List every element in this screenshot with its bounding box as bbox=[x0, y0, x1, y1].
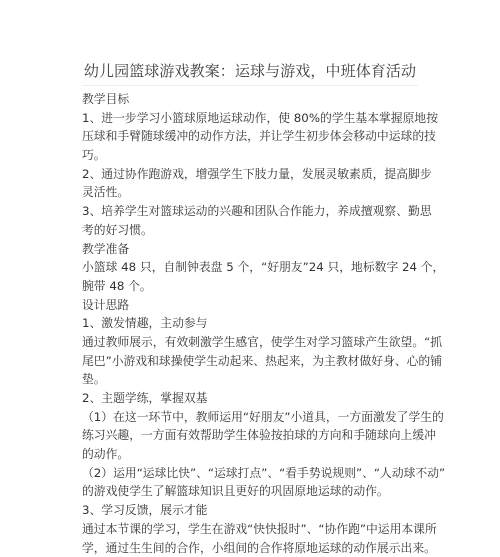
paragraph-line: 小篮球 48 只，自制钟表盘 5 个，“好朋友”24 只，地标数字 24 个， bbox=[82, 258, 427, 277]
paragraph-line: 1、进一步学习小篮球原地运球动作，使 80%的学生基本掌握原地按 bbox=[82, 109, 427, 128]
paragraph-line: 压球和手臂随球缓冲的动作方法，并让学生初步体会移动中运球的技 bbox=[82, 127, 427, 146]
paragraph-line: 的游戏使学生了解篮球知识且更好的巩固原地运球的动作。 bbox=[82, 482, 427, 501]
paragraph-line: 3、学习反馈，展示才能 bbox=[82, 501, 427, 520]
paragraph-line: 学，通过生生间的合作，小组间的合作将原地运球的动作展示出来。 bbox=[82, 539, 427, 557]
paragraph-line: 通过教师展示，有效刺激学生感官，使学生对学习篮球产生欲望。“抓 bbox=[82, 333, 427, 352]
paragraph-line: （1）在这一环节中，教师运用“好朋友”小道具，一方面激发了学生的 bbox=[82, 408, 427, 427]
paragraph-line: 腕带 48 个。 bbox=[82, 277, 427, 296]
paragraph-line: 3、培养学生对篮球运动的兴趣和团队合作能力，养成擅观察、勤思 bbox=[82, 202, 427, 221]
paragraph-line: 考的好习惯。 bbox=[82, 221, 427, 240]
paragraph-line: 的动作。 bbox=[82, 445, 427, 464]
paragraph-line: 通过本节课的学习，学生在游戏“快快报时”、“协作跑”中运用本课所 bbox=[82, 520, 427, 539]
section-heading-design-ideas: 设计思路 bbox=[82, 296, 427, 315]
section-heading-teaching-goals: 教学目标 bbox=[82, 90, 427, 109]
paragraph-line: 1、激发情趣，主动参与 bbox=[82, 314, 427, 333]
document-body bbox=[82, 90, 427, 557]
paragraph-line: 巧。 bbox=[82, 146, 427, 165]
paragraph-line: 练习兴趣，一方面有效帮助学生体验按拍球的方向和手随球向上缓冲 bbox=[82, 426, 427, 445]
paragraph-line: 2、通过协作跑游戏，增强学生下肢力量，发展灵敏素质，提高脚步 bbox=[82, 165, 427, 184]
paragraph-line: 尾巴”小游戏和球操使学生动起来、热起来，为主教材做好身、心的铺 bbox=[82, 352, 427, 371]
paragraph-line: 2、主题学练，掌握双基 bbox=[82, 389, 427, 408]
paragraph-line: 垫。 bbox=[82, 370, 427, 389]
title-divider bbox=[82, 85, 418, 86]
document-title: 幼儿园篮球游戏教案：运球与游戏，中班体育活动 bbox=[0, 58, 500, 84]
paragraph-line: （2）运用“运球比快”、“运球打点”、“看手势说规则”、“人动球不动” bbox=[82, 464, 427, 483]
section-heading-teaching-preparation: 教学准备 bbox=[82, 240, 427, 259]
paragraph-line: 灵活性。 bbox=[82, 183, 427, 202]
